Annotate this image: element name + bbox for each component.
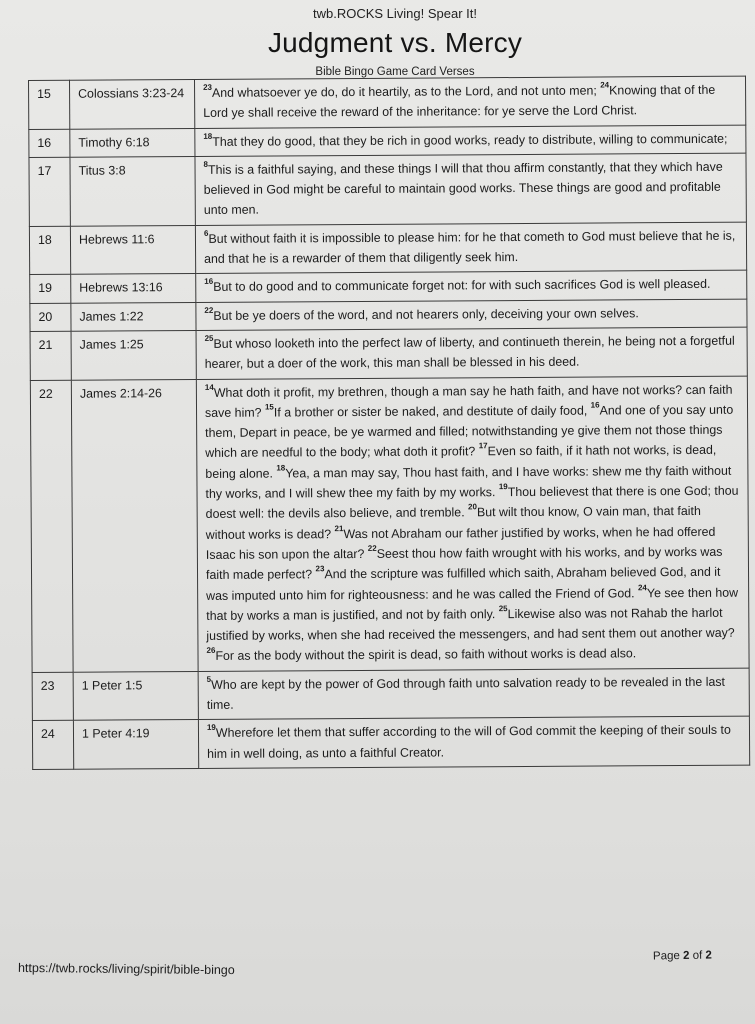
verse-number: 23 — [315, 564, 325, 574]
table-row — [30, 327, 747, 380]
verse-segment: And whatsoever ye do, do it heartily, as to the Lord, and not unto men; — [211, 83, 601, 100]
verse-number: 25 — [204, 333, 214, 343]
verse-text — [195, 153, 746, 225]
verse-segment: If a brother or sister be naked, and destitute of daily food, — [273, 403, 591, 420]
verse-reference: 1 Peter 4:19 — [73, 720, 198, 769]
verse-text — [194, 76, 745, 128]
table-row — [29, 125, 746, 158]
table-row — [30, 376, 749, 673]
page-current: 2 — [682, 949, 690, 962]
verse-segment: Wherefore let them that suffer according to the will of God commit the keeping of their souls to him in well doing, as unto a faithful Creator. — [207, 723, 731, 761]
verse-segment: Seest thou how faith wrought with his works, and by works was faith made perfect? — [205, 544, 723, 583]
verse-reference: Titus 3:8 — [70, 156, 195, 226]
verse-reference: James 1:25 — [71, 330, 196, 379]
page-subtitle: Bible Bingo Game Card Verses — [315, 66, 475, 78]
verse-segment: But to do good and to communicate forget not: for with such sacrifices God is well pleased. — [213, 277, 711, 295]
card-number: 21 — [30, 331, 71, 380]
card-number: 17 — [29, 157, 70, 226]
verse-reference: Hebrews 13:16 — [71, 274, 196, 303]
verse-number: 6 — [203, 228, 209, 238]
verse-number: 18 — [203, 131, 213, 141]
verse-number: 19 — [498, 482, 508, 492]
verse-number: 16 — [204, 277, 214, 287]
verse-number: 17 — [478, 441, 488, 451]
verse-number: 8 — [203, 159, 208, 169]
site-name: twb.ROCKS Living! Spear It! — [312, 6, 477, 21]
verse-reference: James 1:22 — [71, 302, 196, 331]
verse-segment: Was not Abraham our father justified by works, when he had offered Isaac his son upon the altar? — [205, 524, 716, 562]
table-row — [29, 153, 746, 226]
verse-number: 14 — [204, 382, 214, 392]
verse-segment: For as the body without the spirit is dead, so faith without works is dead also. — [215, 646, 637, 664]
verse-segment: Who are kept by the power of God through faith unto salvation ready to be revealed in the last time. — [206, 674, 726, 712]
verse-segment: Even so faith, if it hath not works, is dead, being alone. — [205, 443, 717, 481]
table-row — [29, 222, 746, 275]
verse-segment: Yea, a man may say, Thou hast faith, and I have works: shew me thy faith without thy works, and I will shew thee my faith by my works. — [205, 463, 732, 501]
card-number: 20 — [30, 303, 71, 332]
verse-segment: But be ye doers of the word, and not hearers only, deceiving your own selves. — [213, 305, 639, 323]
table-row — [29, 76, 746, 129]
verse-segment: That they do good, that they be rich in good works, ready to distribute, willing to communicate; — [212, 131, 728, 149]
page-label: Page — [652, 950, 680, 963]
verse-segment: This is a faithful saying, and these things I will that thou affirm constantly, that they which have believed in God might be careful to maintain good works. These things are good and profitable unto men. — [203, 159, 723, 218]
verse-reference: Hebrews 11:6 — [70, 225, 195, 274]
verse-segment: And one of you say unto them, Depart in peace, be ye warmed and filled; notwithstanding ye give them not those things which are needful to the body; what doth it profit? — [205, 402, 734, 461]
table-row — [32, 716, 749, 769]
page-title: Judgment vs. Mercy — [267, 27, 523, 58]
verse-number: 22 — [367, 543, 377, 553]
verse-reference: Timothy 6:18 — [70, 128, 195, 157]
card-number: 24 — [32, 721, 73, 770]
verse-segment: Likewise also was not Rahab the harlot justified by works, when she had received the messengers, and had sent them out another way? — [206, 605, 735, 644]
verse-reference: 1 Peter 1:5 — [73, 671, 198, 720]
verse-text — [195, 125, 746, 157]
table-row — [32, 668, 749, 721]
verse-segment: Knowing that of the Lord ye shall receive the reward of the inheritance: for ye serve the Lord Christ. — [203, 82, 716, 121]
verse-text — [198, 716, 749, 768]
table-row — [30, 299, 747, 332]
verse-text — [198, 668, 749, 720]
verse-text — [196, 270, 747, 302]
verse-segment: What doth it profit, my brethren, though a man say he hath faith, and have not works? can faith save him? — [204, 382, 733, 420]
verse-text — [196, 327, 747, 379]
verse-text — [196, 299, 747, 331]
page-total: 2 — [705, 949, 712, 962]
verse-number: 21 — [334, 523, 344, 533]
verse-segment: But whoso looketh into the perfect law of liberty, and continueth therein, he being not a forgetful hearer, but a doer of the work, this man shall be blessed in his deed. — [204, 333, 735, 372]
verse-number: 22 — [204, 305, 214, 315]
page-of: of — [692, 949, 703, 962]
verse-segment: Thou believest that there is one God; thou doest well: the devils also believe, and tremble. — [205, 483, 739, 522]
verse-number: 24 — [600, 80, 610, 90]
card-number: 22 — [30, 380, 73, 672]
verse-segment: But wilt thou know, O vain man, that faith without works is dead? — [205, 504, 701, 542]
verse-segment: And the scripture was fulfilled which saith, Abraham believed God, and it was imputed unto him for righteousness: and he was called the Friend of God. — [206, 565, 721, 603]
card-number: 19 — [30, 275, 71, 304]
verse-reference: Colossians 3:23-24 — [70, 79, 195, 128]
verse-text — [196, 376, 749, 672]
verse-number: 18 — [276, 463, 286, 473]
verse-number: 25 — [498, 603, 508, 613]
verse-number: 24 — [637, 582, 647, 592]
footer-url: https://twb.rocks/living/spirit/bible-bingo — [17, 960, 235, 978]
verse-number: 5 — [206, 674, 212, 684]
verses-table-body — [29, 76, 750, 769]
card-number: 16 — [29, 129, 70, 158]
verse-number: 26 — [206, 646, 216, 656]
card-number: 23 — [32, 672, 73, 721]
verse-reference: James 2:14-26 — [71, 379, 198, 672]
card-number: 15 — [29, 80, 70, 129]
table-row — [30, 270, 747, 303]
verse-number: 20 — [468, 502, 477, 512]
verse-number: 16 — [590, 400, 600, 410]
verse-number: 23 — [203, 82, 212, 92]
verse-number: 19 — [206, 723, 216, 733]
page-number — [653, 949, 712, 962]
verse-number: 15 — [264, 402, 274, 412]
verse-segment: But without faith it is impossible to please him: for he that cometh to God must believe that he is, and that he is a rewarder of them that diligently seek him. — [204, 228, 736, 267]
verse-segment: Ye see then how that by works a man is justified, and not by faith only. — [206, 585, 739, 623]
verse-text — [195, 222, 746, 274]
verses-table — [28, 76, 750, 770]
card-number: 18 — [29, 226, 70, 275]
